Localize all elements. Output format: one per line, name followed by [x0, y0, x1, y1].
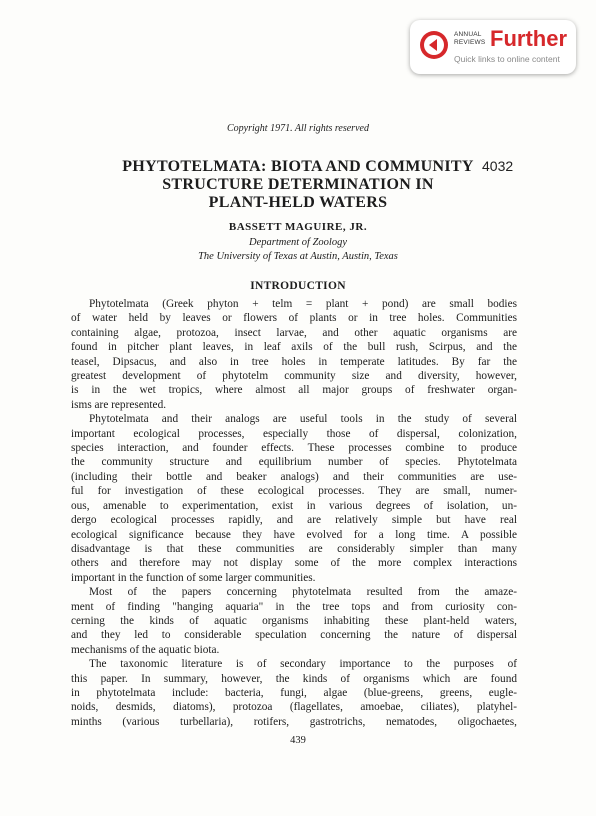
- text-line: of water held by leaves or flowers of plants or in tree holes. Communities: [71, 312, 517, 325]
- copyright-notice: Copyright 1971. All rights reserved: [227, 123, 369, 134]
- section-heading: INTRODUCTION: [250, 280, 346, 292]
- text-line: Most of the papers concerning phytotelmata resulted from the amaze-: [89, 586, 517, 599]
- text-line: in phytotelmata include: bacteria, fungi, algae (blue-greens, greens, eugle-: [71, 686, 517, 699]
- text-line: important ecological processes, especially those of dispersal, colonization,: [71, 427, 517, 440]
- text-line: containing algae, protozoa, insect larvae, and other aquatic organisms are: [71, 326, 517, 339]
- badge-title: Further: [490, 26, 567, 51]
- paragraph: [71, 297, 517, 412]
- text-line: The taxonomic literature is of secondary importance to the purposes of: [89, 658, 517, 671]
- university: The University of Texas at Austin, Austin, Texas: [198, 251, 398, 262]
- text-line: ecological significance because they have evolved for a long time. A possible: [71, 528, 517, 541]
- text-line: ous, amenable to experimentation, exist in various degrees of isolation, un-: [71, 499, 517, 512]
- text-line: ment of finding "hanging aquaria" in the tree tops and from curiosity con-: [71, 600, 517, 613]
- text-line: the community structure and equilibrium number of species. Phytotelmata: [71, 456, 517, 469]
- text-line: greatest development of phytotelm community size and diversity, however,: [71, 370, 517, 383]
- text-line: and they led to considerable speculation concerning the nature of dispersal: [71, 629, 517, 642]
- author-name: BASSETT MAGUIRE, JR.: [228, 221, 368, 233]
- further-badge[interactable]: [410, 20, 576, 74]
- page-number: 439: [290, 735, 306, 746]
- paragraph: [71, 657, 517, 729]
- body-text: [71, 297, 517, 729]
- text-line: teasel, Dipsacus, and also in tree holes in temperate latitudes. By far the: [71, 355, 517, 368]
- title-line: STRUCTURE DETERMINATION IN: [162, 176, 434, 193]
- text-line: minths (various turbellaria), rotifers, gastrotrichs, nematodes, oligochaetes,: [71, 715, 517, 728]
- text-line: is in the wet tropics, where almost all major groups of freshwater organ-: [71, 384, 517, 397]
- text-line: Phytotelmata (Greek phyton + telm = plant + pond) are small bodies: [89, 298, 517, 310]
- text-line: Phytotelmata and their analogs are useful tools in the study of several: [89, 413, 517, 426]
- title-line: PHYTOTELMATA: BIOTA AND COMMUNITY: [122, 158, 474, 175]
- paragraph: [71, 585, 517, 657]
- play-arrow-icon: [419, 30, 449, 60]
- title-line: PLANT-HELD WATERS: [208, 194, 388, 211]
- badge-series-name: ANNUAL REVIEWS: [454, 31, 486, 46]
- badge-subtitle: Quick links to online content: [454, 54, 560, 64]
- text-line: cerning the kinds of aquatic organisms inhabiting these plant-held waters,: [71, 614, 517, 627]
- text-line: important in the function of some larger communities.: [71, 571, 316, 584]
- text-line: ful for investigation of these ecological processes. They are small, numer-: [71, 485, 517, 498]
- text-line: species interaction, and founder effects. These processes combine to produce: [71, 442, 517, 455]
- text-line: noids, desmids, diatoms), protozoa (flagellates, amoebae, ciliates), platyhel-: [71, 701, 517, 714]
- text-line: found in pitcher plant leaves, in leaf axils of the bull rush, Scirpus, and the: [71, 341, 517, 354]
- affiliation: [0, 236, 596, 264]
- text-line: this paper. In summary, however, the kinds of organisms which are found: [71, 672, 517, 685]
- text-line: mechanisms of the aquatic biota.: [71, 643, 220, 656]
- text-line: (including their bottle and beaker analogs) and their communities are use-: [71, 470, 517, 483]
- text-line: disadvantage is that these communities are considerably simpler than many: [71, 542, 517, 555]
- article-code: 4032: [482, 158, 514, 174]
- text-line: isms are represented.: [71, 398, 167, 411]
- department: Department of Zoology: [249, 237, 347, 248]
- text-line: others and therefore may not display some of the more complex interactions: [71, 557, 517, 570]
- text-line: dergo ecological processes rapidly, and are relatively simple but have real: [71, 514, 517, 527]
- article-title: [0, 158, 596, 212]
- paragraph: [71, 412, 517, 585]
